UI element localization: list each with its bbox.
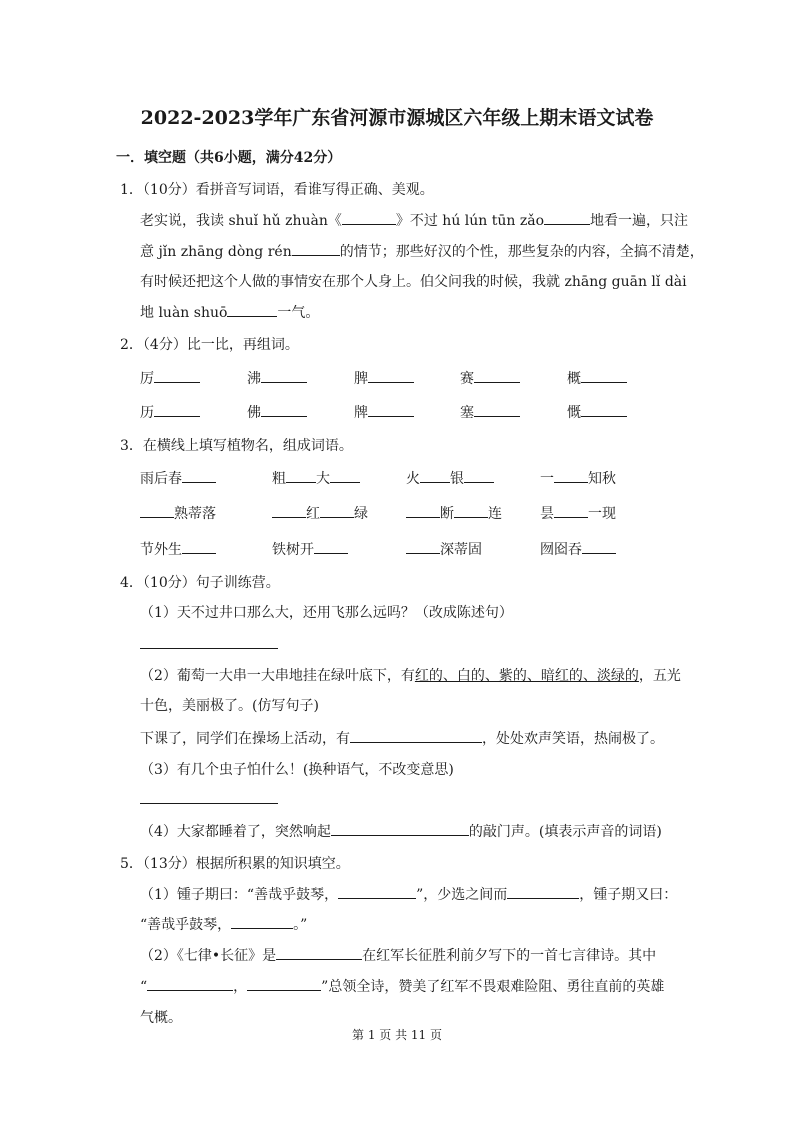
section-heading: 一．填空题（共6小题，满分42分） — [116, 150, 342, 166]
page-title: 2022-2023学年广东省河源市源城区六年级上期末语文试卷 — [140, 107, 654, 129]
q5-blank[interactable] — [147, 976, 233, 991]
q3-item: 雨后春 — [140, 468, 216, 488]
q4-underlined-phrase: 红的、白的、紫的、暗红的、淡绿的 — [414, 668, 639, 684]
q4-sub-2-task: 下课了，同学们在操场上活动，有 ，处处欢声笑语，热闹极了。 — [140, 728, 664, 748]
q4-blank[interactable] — [350, 728, 482, 743]
q4-sub-1: （1）天不过井口那么大，还用飞那么远吗？（改成陈述句） — [140, 605, 513, 621]
q1-text: 》不过 hú lún tūn zǎo — [395, 213, 545, 229]
q1-text: 老实说，我读 shuǐ hǔ zhuàn《 — [140, 213, 342, 229]
q1-text: 意 jǐn zhāng dòng rén — [140, 244, 292, 260]
q5-blank[interactable] — [231, 914, 293, 929]
q3-item: 囫囵吞 — [540, 539, 616, 559]
q5-heading: 5．（13分）根据所积累的知识填空。 — [120, 856, 350, 872]
q2-item: 塞 — [460, 402, 520, 422]
q1-blank[interactable] — [227, 302, 277, 317]
q3-item: 火 银 — [406, 468, 494, 488]
q4-sub-3: （3）有几个虫子怕什么！(换种语气，不改变意思) — [140, 762, 454, 778]
q5-blank[interactable] — [247, 976, 321, 991]
q4-heading: 4．（10分）句子训练营。 — [120, 575, 280, 591]
q4-sub-2: （2）葡萄一大串一大串地挂在绿叶底下，有红的、白的、紫的、暗红的、淡绿的，五光 — [140, 668, 681, 684]
q1-blank[interactable] — [544, 210, 590, 225]
q2-item: 沸 — [247, 368, 307, 388]
q1-text: 的情节；那些好汉的个性，那些复杂的内容，全搞不清楚， — [339, 244, 704, 260]
q1-line-2 — [140, 241, 704, 261]
q1-text: 一气。 — [277, 305, 320, 321]
q2-item: 概 — [567, 368, 627, 388]
page-footer: 第 1 页 共 11 页 — [352, 1028, 442, 1042]
q5-sub-1: （1）锺子期曰：“善哉乎鼓琴， ”，少选之间而 ，锺子期又曰： — [140, 884, 677, 904]
q2-item: 慨 — [567, 402, 627, 422]
q1-text: 地看一遍，只注 — [590, 213, 689, 229]
q4-answer-line-1[interactable] — [140, 648, 278, 649]
q3-item: 熟蒂落 — [140, 503, 216, 523]
q1-line-1 — [140, 210, 688, 230]
q5-sub-2: （2）《七律•长征》是 在红军长征胜利前夕写下的一首七言律诗。其中 — [140, 945, 656, 965]
q3-item: 红 绿 — [272, 503, 368, 523]
q3-item: 一 知秋 — [540, 468, 616, 488]
q3-item: 粗 大 — [272, 468, 360, 488]
q3-item: 深蒂固 — [406, 539, 482, 559]
q5-blank[interactable] — [276, 945, 362, 960]
q4-answer-line-2[interactable] — [140, 803, 278, 804]
q5-sub-1-cont: “善哉乎鼓琴， 。” — [140, 914, 307, 934]
q1-line-4 — [140, 302, 319, 322]
q1-blank[interactable] — [342, 210, 396, 225]
q4-sub-4: （4）大家都睡着了，突然响起 的敲门声。(填表示声音的词语) — [140, 821, 662, 841]
q5-blank[interactable] — [338, 884, 416, 899]
q5-sub-2-cont: “ ， ”总领全诗，赞美了红军不畏艰难险阻、勇往直前的英雄 — [140, 976, 664, 996]
q1-heading: 1．（10分）看拼音写词语，看谁写得正确、美观。 — [120, 182, 434, 198]
q3-item: 铁树开 — [272, 539, 348, 559]
q5-blank[interactable] — [507, 884, 579, 899]
q3-item: 节外生 — [140, 539, 216, 559]
q4-blank[interactable] — [331, 821, 469, 836]
q5-sub-2-end: 气概。 — [140, 1010, 182, 1026]
q1-text: 地 luàn shuō — [140, 305, 228, 321]
q3-item: 断 连 — [406, 503, 502, 523]
q1-blank[interactable] — [292, 241, 340, 256]
q2-item: 历 — [140, 402, 200, 422]
q3-item: 昙 一现 — [540, 503, 616, 523]
q2-item: 牌 — [354, 402, 414, 422]
q2-heading: 2．（4分）比一比，再组词。 — [120, 337, 299, 353]
q2-item: 赛 — [460, 368, 520, 388]
q2-item: 脾 — [354, 368, 414, 388]
q2-item: 厉 — [140, 368, 200, 388]
q1-line-3: 有时候还把这个人做的事情安在那个人身上。伯父问我的时候，我就 zhāng guān lǐ dài — [140, 274, 687, 290]
q3-heading: 3．在横线上填写植物名，组成词语。 — [120, 438, 353, 454]
q4-sub-2-cont: 十色，美丽极了。(仿写句子) — [140, 698, 319, 714]
q2-item: 佛 — [247, 402, 307, 422]
